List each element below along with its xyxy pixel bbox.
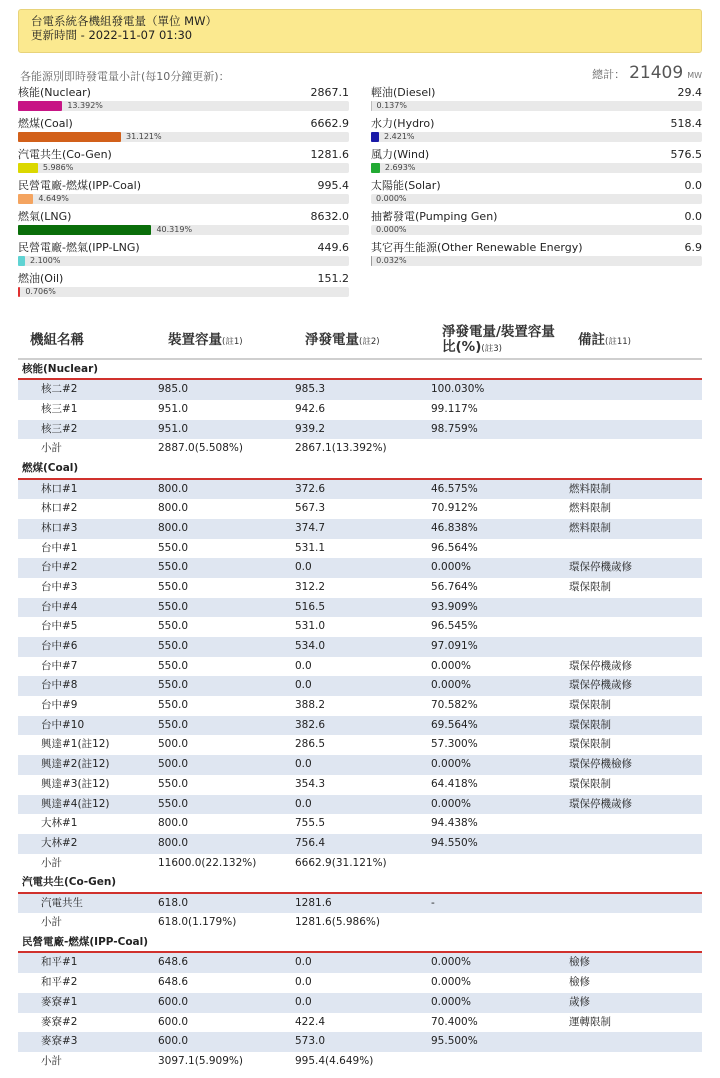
table-body [18,360,702,1072]
gauge-track [371,132,702,142]
table-row [18,519,702,539]
gauge-value: 1281.6 [310,148,349,161]
cell-unit: 汽電共生 [41,896,83,909]
gauge-value: 6662.9 [310,117,349,130]
subtotal-row [18,913,702,933]
cell-unit: 麥寮#3 [41,1035,78,1048]
cell-capacity: 550.0 [158,718,189,731]
gauge-right-5 [371,241,702,268]
gauge-right-0 [371,86,702,113]
cell-unit: 台中#2 [41,561,78,574]
cell-net: 573.0 [295,1035,326,1048]
cell-ratio: 94.550% [431,836,478,849]
cell-net: 0.0 [295,659,312,672]
gauge-percent: 40.319% [156,225,193,234]
gauge-track [371,101,702,111]
cell-remark: 環保停機檢修 [569,758,632,771]
table-row [18,755,702,775]
gauge-track [18,287,349,297]
cell-ratio: 95.500% [431,1035,478,1048]
section-header [18,873,702,893]
cell-unit: 林口#2 [41,502,78,515]
subtotal-row [18,854,702,874]
cell-remark: 環保限制 [569,699,611,712]
cell-capacity: 550.0 [158,561,189,574]
cell-ratio: 0.000% [431,561,472,574]
cell-remark: 環保停機歲修 [569,561,632,574]
cell-ratio: 99.117% [431,403,478,416]
summary-subtitle: 各能源別即時發電量小計(每10分鐘更新)： [20,70,230,83]
cell-capacity: 550.0 [158,580,189,593]
cell-unit: 林口#3 [41,521,78,534]
total-label: 總計： [592,68,626,81]
cell-unit: 大林#1 [41,817,78,830]
cell-capacity: 550.0 [158,777,189,790]
cell-net: 0.0 [295,976,312,989]
cell-unit: 和平#2 [41,976,78,989]
cell-remark: 環保限制 [569,777,611,790]
table-row [18,558,702,578]
cell-capacity: 618.0(1.179%) [158,916,237,929]
cell-capacity: 985.0 [158,383,189,396]
table-row [18,953,702,973]
gauge-left-3 [18,179,349,206]
header-banner [18,9,702,53]
cell-net: 354.3 [295,777,326,790]
section-header [18,459,702,479]
gauge-percent: 0.137% [376,101,407,110]
table-row [18,617,702,637]
table-row [18,657,702,677]
gauge-value: 518.4 [670,117,702,130]
cell-capacity: 550.0 [158,541,189,554]
cell-capacity: 600.0 [158,1015,189,1028]
cell-unit: 林口#1 [41,482,78,495]
cell-ratio: 0.000% [431,659,472,672]
cell-net: 756.4 [295,836,326,849]
cell-capacity: 951.0 [158,403,189,416]
table-row [18,993,702,1013]
gauge-label: 民營電廠-燃煤(IPP-Coal) [18,179,141,192]
cell-net: 388.2 [295,699,326,712]
gauge-percent: 4.649% [38,194,69,203]
table-row [18,696,702,716]
cell-ratio: 70.912% [431,502,478,515]
table-row [18,499,702,519]
gauge-percent: 13.392% [67,101,103,110]
cell-remark: 燃料限制 [569,502,611,515]
cell-net: 995.4(4.649%) [295,1054,374,1067]
cell-capacity: 800.0 [158,817,189,830]
cell-net: 755.5 [295,817,326,830]
cell-net: 0.0 [295,679,312,692]
cell-net: 939.2 [295,422,326,435]
cell-capacity: 550.0 [158,699,189,712]
cell-capacity: 550.0 [158,620,189,633]
cell-capacity: 618.0 [158,896,189,909]
cell-ratio: 0.000% [431,758,472,771]
gauge-percent: 2.693% [384,163,416,172]
update-time: 更新時間 - 2022-11-07 01:30 [31,28,193,42]
cell-capacity: 550.0 [158,679,189,692]
table-row [18,716,702,736]
gauge-track [371,225,702,235]
cell-capacity: 3097.1(5.909%) [158,1054,243,1067]
gauge-label: 汽電共生(Co-Gen) [18,148,112,161]
gauge-label: 民營電廠-燃氣(IPP-LNG) [18,241,140,254]
cell-net: 0.0 [295,797,312,810]
gauge-left-6 [18,272,349,299]
table-row [18,735,702,755]
gauge-track [18,256,349,266]
table-row [18,973,702,993]
header-capacity: 裝置容量(註1) [168,332,243,348]
cell-unit: 小計 [41,442,62,455]
cell-remark: 運轉限制 [569,1015,611,1028]
cell-net: 0.0 [295,758,312,771]
cell-remark: 環保停機歲修 [569,679,632,692]
section-label: 汽電共生(Co-Gen) [22,876,117,889]
cell-unit: 核三#2 [41,422,78,435]
cell-remark: 環保限制 [569,738,611,751]
gauge-track [371,163,702,173]
cell-unit: 台中#1 [41,541,78,554]
gauge-fill [18,287,20,297]
gauge-value: 995.4 [317,179,349,192]
cell-unit: 興達#1(註12) [41,738,110,751]
gauge-value: 151.2 [317,272,349,285]
cell-ratio: 46.575% [431,482,478,495]
table-row [18,480,702,500]
section-label: 核能(Nuclear) [22,363,99,375]
gauge-label: 核能(Nuclear) [18,86,91,99]
gauge-value: 6.9 [684,241,702,254]
gauge-left-0 [18,86,349,113]
cell-ratio: 94.438% [431,817,478,830]
cell-capacity: 550.0 [158,659,189,672]
cell-capacity: 800.0 [158,482,189,495]
cell-ratio: 0.000% [431,995,472,1008]
cell-capacity: 648.6 [158,976,189,989]
cell-capacity: 500.0 [158,738,189,751]
gauge-track [18,132,349,142]
cell-capacity: 600.0 [158,995,189,1008]
cell-ratio: 96.545% [431,620,478,633]
cell-ratio: 0.000% [431,956,472,969]
cell-unit: 小計 [41,1054,62,1067]
gauge-percent: 0.000% [376,225,407,234]
gauge-fill [18,194,33,204]
gauge-percent: 0.000% [376,194,407,203]
page-title: 台電系統各機組發電量（單位 MW） [31,14,217,28]
gauge-left-5 [18,241,349,268]
gauge-label: 輕油(Diesel) [371,86,436,99]
gauge-percent: 0.706% [25,287,56,296]
cell-unit: 台中#6 [41,640,78,653]
table-row [18,400,702,420]
subtotal-row [18,439,702,459]
cell-capacity: 648.6 [158,956,189,969]
cell-net: 2867.1(13.392%) [295,442,387,455]
cell-ratio: 93.909% [431,600,478,613]
gauge-value: 0.0 [684,179,702,192]
cell-capacity: 500.0 [158,758,189,771]
cell-ratio: 46.838% [431,521,478,534]
table-row [18,1032,702,1052]
table-row [18,1013,702,1033]
unit-table [18,320,702,1072]
cell-net: 0.0 [295,956,312,969]
total-value: 21409 [629,63,684,83]
cell-unit: 小計 [41,916,62,929]
cell-capacity: 800.0 [158,502,189,515]
gauge-value: 29.4 [677,86,702,99]
cell-ratio: 0.000% [431,797,472,810]
gauge-label: 風力(Wind) [371,148,430,161]
gauge-fill [18,163,38,173]
cell-unit: 興達#4(註12) [41,797,110,810]
cell-unit: 核二#2 [41,383,78,396]
table-row [18,676,702,696]
gauge-percent: 2.100% [29,256,61,265]
cell-remark: 環保限制 [569,718,611,731]
cell-unit: 台中#8 [41,679,78,692]
cell-net: 985.3 [295,383,326,396]
cell-unit: 麥寮#2 [41,1015,78,1028]
gauge-value: 8632.0 [310,210,349,223]
gauge-fill [18,225,151,235]
gauge-fill [18,256,25,266]
header-remark: 備註(註11) [578,332,631,348]
cell-ratio: 0.000% [431,976,472,989]
section-header [18,933,702,953]
cell-unit: 台中#7 [41,659,78,672]
section-label: 燃煤(Coal) [22,462,79,475]
cell-capacity: 550.0 [158,797,189,810]
cell-net: 286.5 [295,738,326,751]
cell-net: 567.3 [295,502,326,515]
cell-net: 0.0 [295,561,312,574]
total-output [592,63,702,83]
cell-capacity: 951.0 [158,422,189,435]
table-row [18,598,702,618]
gauge-label: 燃油(Oil) [18,272,64,285]
gauge-right-4 [371,210,702,237]
cell-net: 1281.6(5.986%) [295,916,380,929]
cell-remark: 環保限制 [569,580,611,593]
cell-net: 942.6 [295,403,326,416]
cell-net: 534.0 [295,640,326,653]
cell-net: 374.7 [295,521,326,534]
gauge-track [371,194,702,204]
gauge-track [371,256,702,266]
subtotal-row [18,1052,702,1072]
cell-unit: 大林#2 [41,836,78,849]
cell-unit: 台中#5 [41,620,78,633]
cell-ratio: 0.000% [431,679,472,692]
cell-capacity: 550.0 [158,640,189,653]
cell-unit: 台中#9 [41,699,78,712]
gauge-right-1 [371,117,702,144]
cell-remark: 燃料限制 [569,482,611,495]
gauge-percent: 0.032% [376,256,407,265]
gauge-percent: 5.986% [42,163,74,172]
cell-net: 0.0 [295,995,312,1008]
gauge-value: 576.5 [670,148,702,161]
gauge-left-2 [18,148,349,175]
table-row [18,775,702,795]
table-row [18,539,702,559]
gauge-label: 燃煤(Coal) [18,117,73,130]
table-row [18,420,702,440]
gauge-label: 燃氣(LNG) [18,210,72,223]
cell-ratio: 69.564% [431,718,478,731]
gauge-value: 449.6 [317,241,349,254]
cell-net: 312.2 [295,580,326,593]
cell-remark: 環保停機歲修 [569,659,632,672]
table-row [18,814,702,834]
cell-unit: 小計 [41,856,62,869]
cell-unit: 興達#3(註12) [41,777,110,790]
table-row [18,894,702,914]
table-header [18,320,702,360]
gauge-value: 2867.1 [310,86,349,99]
table-row [18,834,702,854]
cell-net: 372.6 [295,482,326,495]
table-row [18,637,702,657]
cell-remark: 環保停機歲修 [569,797,632,810]
header-net: 淨發電量(註2) [305,332,380,348]
section-label: 民營電廠-燃煤(IPP-Coal) [22,936,149,949]
table-row [18,380,702,400]
gauge-track [18,194,349,204]
cell-ratio: 70.400% [431,1015,478,1028]
cell-net: 516.5 [295,600,326,613]
cell-net: 382.6 [295,718,326,731]
gauge-right-2 [371,148,702,175]
cell-unit: 麥寮#1 [41,995,78,1008]
cell-ratio: 98.759% [431,422,478,435]
section-header [18,360,702,380]
cell-capacity: 600.0 [158,1035,189,1048]
table-row [18,795,702,815]
table-row [18,578,702,598]
cell-ratio: 97.091% [431,640,478,653]
gauge-label: 其它再生能源(Other Renewable Energy) [371,241,583,254]
cell-net: 531.1 [295,541,326,554]
cell-unit: 台中#4 [41,600,78,613]
gauge-left-4 [18,210,349,237]
gauge-percent: 31.121% [126,132,162,141]
cell-ratio: 96.564% [431,541,478,554]
gauge-track [18,225,349,235]
gauge-fill [18,101,62,111]
cell-ratio: 56.764% [431,580,478,593]
gauge-percent: 2.421% [384,132,415,141]
gauge-fill [371,163,380,173]
cell-net: 6662.9(31.121%) [295,856,387,869]
gauge-label: 抽蓄發電(Pumping Gen) [371,210,498,223]
cell-remark: 歲修 [569,995,590,1008]
cell-remark: 檢修 [569,956,590,969]
cell-net: 531.0 [295,620,326,633]
cell-unit: 台中#10 [41,718,85,731]
cell-capacity: 2887.0(5.508%) [158,442,243,455]
total-unit: MW [687,71,702,80]
cell-unit: 台中#3 [41,580,78,593]
cell-capacity: 11600.0(22.132%) [158,856,257,869]
cell-ratio: 70.582% [431,699,478,712]
cell-ratio: 64.418% [431,777,478,790]
cell-capacity: 800.0 [158,836,189,849]
gauge-track [18,101,349,111]
cell-ratio: 100.030% [431,383,485,396]
cell-unit: 核三#1 [41,403,78,416]
cell-net: 422.4 [295,1015,326,1028]
cell-ratio: - [431,896,435,909]
gauge-label: 水力(Hydro) [371,117,435,130]
gauge-value: 0.0 [684,210,702,223]
gauge-label: 太陽能(Solar) [371,179,441,192]
cell-unit: 和平#1 [41,956,78,969]
header-unit: 機組名稱 [30,332,84,348]
cell-capacity: 550.0 [158,600,189,613]
cell-remark: 燃料限制 [569,521,611,534]
cell-unit: 興達#2(註12) [41,758,110,771]
gauge-fill [371,132,379,142]
cell-remark: 檢修 [569,976,590,989]
gauge-left-1 [18,117,349,144]
gauge-track [18,163,349,173]
cell-ratio: 57.300% [431,738,478,751]
cell-net: 1281.6 [295,896,332,909]
gauge-right-3 [371,179,702,206]
gauge-fill [18,132,121,142]
cell-capacity: 800.0 [158,521,189,534]
header-ratio: 淨發電量/裝置容量 比(%)(註3) [442,324,555,355]
